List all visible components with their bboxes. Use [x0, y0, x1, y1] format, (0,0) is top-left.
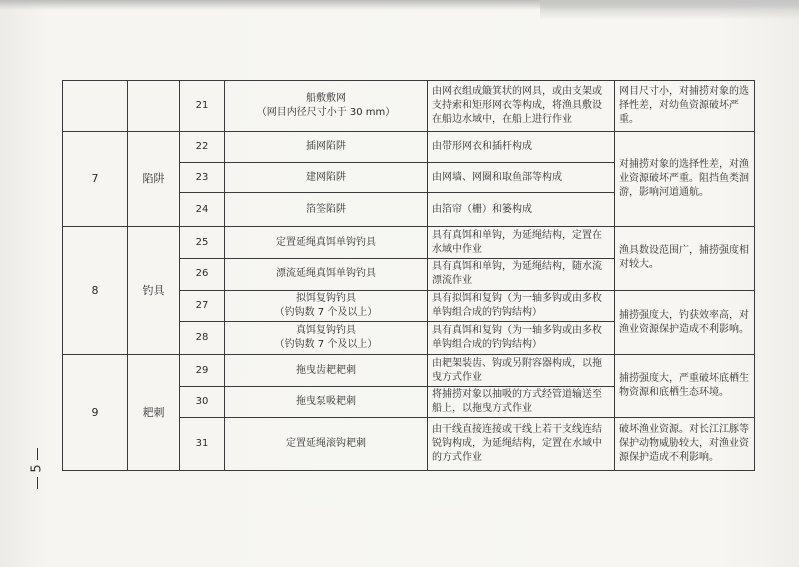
gear-name-cell: 拟饵复钩钓具 （钓钩数 7 个及以上）: [225, 290, 428, 321]
index-cell: 31: [180, 418, 225, 471]
table-row: [63, 226, 755, 258]
impact-cell: 破坏渔业资源。对长江江豚等保护动物威胁较大，对渔业资源保护造成不利影响。: [615, 418, 755, 471]
group-number-cell: [63, 81, 128, 132]
structure-cell: 由耙架装齿、钩或另附容器构成，以拖曳方式作业: [428, 355, 615, 386]
impact-cell: 捕捞强度大，严重破坏底栖生物资源和底栖生态环境。: [615, 355, 755, 418]
gear-name-cell: 箔筌陷阱: [225, 193, 428, 226]
structure-cell: 将捕捞对象以抽吸的方式经管道输送至船上，以拖曳方式作业: [428, 386, 615, 417]
gear-name-cell: 漂流延绳真饵单钩钓具: [225, 259, 428, 290]
category-cell: [128, 81, 180, 132]
table-row: [63, 355, 755, 386]
index-cell: 27: [180, 290, 225, 321]
index-cell: 26: [180, 259, 225, 290]
structure-cell: 具有拟饵和复钩（为一轴多钩或由多枚单钩组合成的钓钩结构）: [428, 290, 615, 321]
impact-cell: 渔具数设范围广，捕捞强度相对较大。: [615, 226, 755, 290]
impact-cell: 网目尺寸小，对捕捞对象的选择性差，对幼鱼资源破坏严重。: [615, 81, 755, 132]
structure-cell: 由干线直接连接或干线上若干支线连结锐钩构成，为延绳结构，定置在水域中的方式作业: [428, 418, 615, 471]
group-number-cell: 8: [63, 226, 128, 355]
scan-shadow: [0, 0, 799, 10]
gear-name-cell: 定置延绳真饵单钩钓具: [225, 226, 428, 258]
index-cell: 25: [180, 226, 225, 258]
gear-name-cell: 定置延绳滚钩耙刺: [225, 418, 428, 471]
index-cell: 30: [180, 386, 225, 417]
structure-cell: 具有真饵和复钩（为一轴多钩或由多枚单钩组合成的钓钩结构）: [428, 322, 615, 355]
gear-name-cell: 拖曳泵吸耙刺: [225, 386, 428, 417]
page-number: [24, 438, 50, 498]
gear-name-cell: 船敷敷网 （网目内径尺寸小于 30 mm）: [225, 81, 428, 132]
index-cell: 24: [180, 193, 225, 226]
index-cell: 23: [180, 163, 225, 193]
structure-cell: 由箔帘（栅）和篓构成: [428, 193, 615, 226]
table-row: [63, 81, 755, 132]
structure-cell: 由网墙、网圈和取鱼部等构成: [428, 163, 615, 193]
impact-cell: 对捕捞对象的选择性差，对渔业资源破坏严重。阻挡鱼类洄游，影响河道通航。: [615, 131, 755, 226]
structure-cell: 由网衣组成簸箕状的网具，或由支架或支持索和矩形网衣等构成，将渔具敷设在船边水域中，在船上进行作业: [428, 81, 615, 132]
category-cell: 钓具: [128, 226, 180, 355]
category-cell: 耙刺: [128, 355, 180, 471]
page-number-dash: [37, 448, 38, 460]
table-row: [63, 131, 755, 162]
gear-name-cell: 建网陷阱: [225, 163, 428, 193]
page-number-digit: 5: [29, 463, 45, 473]
group-number-cell: 7: [63, 131, 128, 226]
impact-cell: 捕捞强度大，钓获效率高，对渔业资源保护造成不利影响。: [615, 290, 755, 355]
fishing-gear-table: [62, 80, 755, 471]
group-number-cell: 9: [63, 355, 128, 471]
index-cell: 29: [180, 355, 225, 386]
index-cell: 28: [180, 322, 225, 355]
gear-name-cell: 拖曳齿耙耙刺: [225, 355, 428, 386]
gear-name-cell: 真饵复钩钓具 （钓钩数 7 个及以上）: [225, 322, 428, 355]
structure-cell: 具有真饵和单钩，为延绳结构，定置在水域中作业: [428, 226, 615, 258]
structure-cell: 由带形网衣和插杆构成: [428, 131, 615, 162]
page-number-dash: [37, 477, 38, 489]
index-cell: 22: [180, 131, 225, 162]
gear-name-cell: 插网陷阱: [225, 131, 428, 162]
category-cell: 陷阱: [128, 131, 180, 226]
structure-cell: 具有真饵和单钩，为延绳结构，随水流漂流作业: [428, 259, 615, 290]
index-cell: 21: [180, 81, 225, 132]
